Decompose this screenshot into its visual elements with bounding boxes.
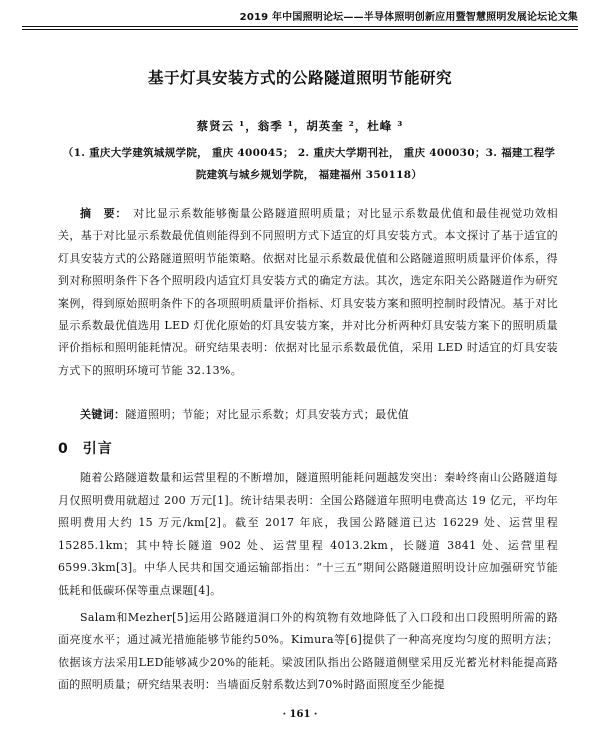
keywords-label: 关键词： xyxy=(80,408,126,421)
section-number: 0 xyxy=(58,441,69,457)
abstract xyxy=(58,203,558,382)
abstract-text: 对比显示系数能够衡量公路隧道照明质量；对比显示系数最优值和最佳视觉功效相关，基于对比显示系数最优值则能得到不同照明方式下适宜的灯具安装方式。本文探讨了基于适宜的灯具安装方式的公路隧道照明节能策略。依据对比显示系数最优值和公路隧道照明质量评价体系，得到对称照明条件下各个照明段内适宜灯具安装方式的确定方法。其次，选定东阳关公路隧道作为研究案例，得到原始照明条件下的各项照明质量评价指标、灯具安装方案和照明控制时段情况。基于对比显示系数最优值选用 LED 灯优化原始的灯具安装方案，并对比分析两种灯具安装方案下的照明质量评价指标和照明能耗情况。研究结果表明：依据对比显示系数最优值，采用 LED 时适宜的灯具安装方式下的照明环境可节能 32.13%。 xyxy=(58,207,558,377)
header-rule xyxy=(22,26,578,27)
keywords-text: 隧道照明；节能；对比显示系数；灯具安装方式；最优值 xyxy=(125,408,410,421)
abstract-label: 摘 要： xyxy=(80,207,128,220)
body-text xyxy=(58,467,558,697)
section-title: 引言 xyxy=(82,441,113,457)
running-header: 2019 年中国照明论坛——半导体照明创新应用暨智慧照明发展论坛论文集 xyxy=(239,12,578,23)
page-number: · 161 · xyxy=(282,709,318,720)
section-heading xyxy=(58,438,113,458)
keywords xyxy=(80,405,558,425)
affiliations: （1. 重庆大学建筑城规学院， 重庆 400045； 2. 重庆大学期刊社， 重庆 400030；3. 福建工程学院建筑与城乡规划学院， 福建福州 350118） xyxy=(62,147,556,181)
header-rule-thin xyxy=(22,29,578,30)
body-paragraph: Salam和Mezher[5]运用公路隧道洞口外的构筑物有效地降低了入口段和出口段照明所需的路面亮度水平；通过减光措施能够节能约50%。Kimura等[6]提供了一种高亮度均匀度的照明方法；依据该方法采用LED能够减少20%的能耗。梁波团队指出公路隧道侧壁采用反光蓄光材料能提高路面的照明质量；研究结果表明：当墙面反射系数达到70%时路面照度至少能提 xyxy=(58,610,558,692)
author-list: 蔡贤云 ¹，翁季 ¹，胡英奎 ²，杜峰 ³ xyxy=(196,119,404,133)
paper-title: 基于灯具安装方式的公路隧道照明节能研究 xyxy=(147,69,452,87)
body-paragraph: 随着公路隧道数量和运营里程的不断增加，隧道照明能耗问题越发突出：秦岭终南山公路隧道每月仅照明费用就超过 200 万元[1]。统计结果表明：全国公路隧道年照明电费高达 19 亿元，平均年照明费用大约 15 万元/km[2]。截至 2017 年底，我国公路隧道已达 16229 处、运营里程 15285.1km；其中特长隧道 902 处、运营里程 4013.2km，长隧道 3841 处、运营里程 6599.3km[3]。中华人民共和国交通运输部指出：“十三五”期间公路隧道照明设计应加强研究节能低耗和低碳环保等重点课题[4]。 xyxy=(58,471,558,597)
